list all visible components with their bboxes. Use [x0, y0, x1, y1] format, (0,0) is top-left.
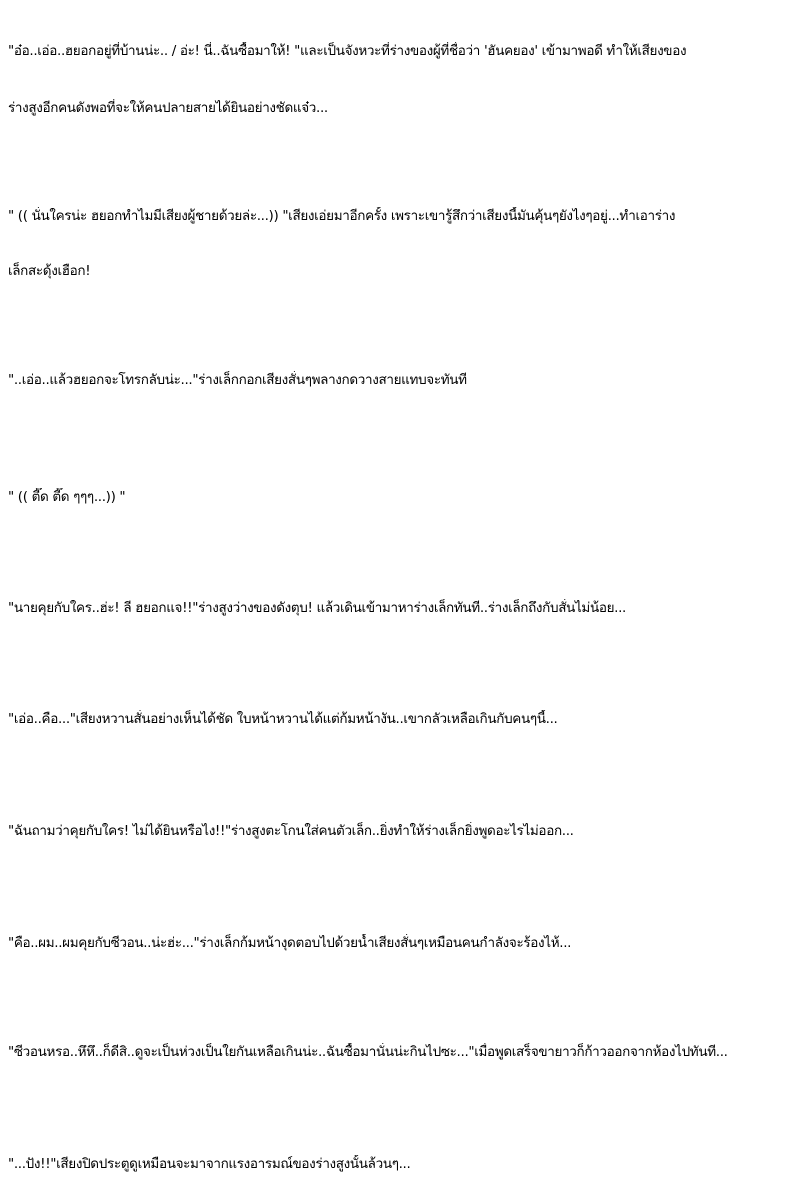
story-line: ร่างสูงอีกคนดังพอที่จะให้คนปลายสายได้ยินอย่างชัดแจ๋ว...	[8, 100, 328, 116]
story-line: "...ปัง!!"เสียงปิดประตูดูเหมือนจะมาจากแรงอารมณ์ของร่างสูงนั้นล้วนๆ...	[8, 1156, 411, 1172]
story-line: "..เอ่อ..แล้วฮยอกจะโทรกลับน่ะ..."ร่างเล็กกอกเสียงสั่นๆพลางกดวางสายแทบจะทันที	[8, 372, 467, 388]
story-line: เล็กสะดุ้งเฮือก!	[8, 263, 91, 279]
story-line: "ฉันถามว่าคุยกับใคร! ไม่ได้ยินหรือไง!!"ร่างสูงตะโกนใส่คนตัวเล็ก..ยิ่งทำให้ร่างเล็กยิ่งพูดอะไรไม่ออก...	[8, 823, 574, 839]
story-line: "คือ..ผม..ผมคุยกับซีวอน..น่ะฮ่ะ..."ร่างเล็กก้มหน้างุดตอบไปด้วยน้ำเสียงสั่นๆเหมือนคนกำลังจะร้องไห้...	[8, 935, 572, 951]
story-line: "นายคุยกับใคร..ฮ่ะ! ลี ฮยอกแจ!!"ร่างสูงว่างของดังตุบ! แล้วเดินเข้ามาหาร่างเล็กทันที..ร่างเล็กถึงกับสั่นไม่น้อย...	[8, 600, 626, 616]
story-line: "เอ่อ..คือ..."เสียงหวานสั่นอย่างเห็นได้ชัด ใบหน้าหวานได้แต่ก้มหน้างัน..เขากลัวเหลือเกินกับคนๆนี้...	[8, 711, 558, 727]
story-line: "อ๋อ..เอ่อ..ฮยอกอยู่ที่บ้านน่ะ.. / อ่ะ! นี่..ฉันซื้อมาให้! "และเป็นจังหวะที่ร่างของผู้ที่ชื่อว่า 'ฮันคยอง' เข้ามาพอดี ทำให้เสียงของ	[8, 43, 687, 59]
story-line: " (( ตี๊ด ตี๊ด ๆๆๆ...)) "	[8, 489, 126, 505]
story-line: " (( นั่นใครน่ะ ฮยอกทำไมมีเสียงผู้ชายด้วยล่ะ...)) "เสียงเอ่ยมาอีกครั้ง เพราะเขารู้สึกว่าเสียงนี้มันคุ้นๆยังไงๆอยู่...ทำเอาร่าง	[8, 208, 676, 224]
story-line: "ซีวอนหรอ..หึหึ..ก็ดีสิ..ดูจะเป็นห่วงเป็นใยกันเหลือเกินน่ะ..ฉันซื้อมานั่นน่ะกินไปซะ..."เมื่อพูดเสร็จขายาวก็ก้าวออกจากห้องไปทันที...	[8, 1044, 728, 1060]
